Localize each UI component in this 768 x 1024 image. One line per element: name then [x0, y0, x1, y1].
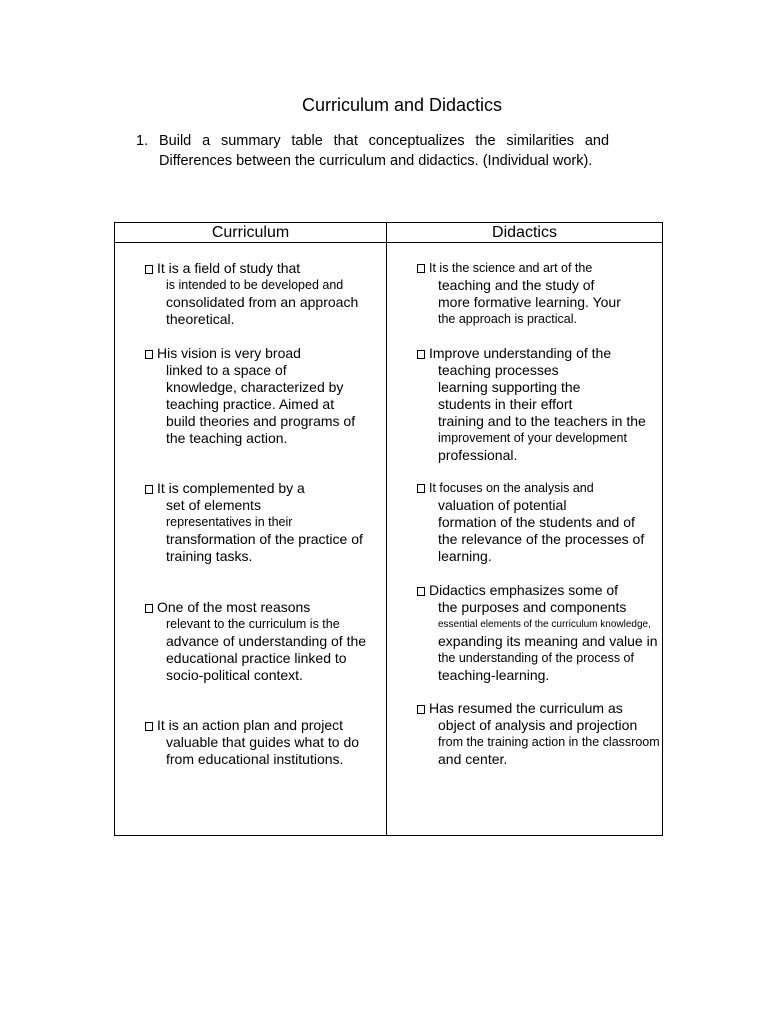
header-curriculum: Curriculum [211, 224, 290, 241]
curriculum-item-1: It is a field of study that is intended to be developed and consolidated from an approach theoretical. [145, 260, 358, 328]
curriculum-item-2: His vision is very broad linked to a space of knowledge, characterized by teaching practice. Aimed at build theories and programs of the teaching action. [145, 345, 355, 447]
bullet-icon [417, 350, 425, 359]
bullet-icon [145, 265, 153, 274]
bullet-icon [145, 350, 153, 359]
bullet-icon [417, 587, 425, 596]
question-line-1: Build a summary table that conceptualizes the similarities and [159, 133, 610, 149]
summary-table [114, 222, 663, 836]
bullet-icon [145, 604, 153, 613]
question-line-2: Differences between the curriculum and didactics. (Individual work). [159, 153, 593, 169]
document-title: Curriculum and Didactics [301, 95, 503, 115]
bullet-icon [145, 485, 153, 494]
bullet-icon [417, 705, 425, 714]
curriculum-item-3: It is complemented by a set of elements representatives in their transformation of the practice of training tasks. [145, 480, 363, 565]
question-text [159, 131, 609, 171]
header-divider [115, 242, 662, 243]
didactics-item-4: Didactics emphasizes some of the purposes and components essential elements of the curriculum knowledge, expanding its meaning and value in the understanding of the process of teaching-learning. [417, 582, 658, 684]
didactics-item-1: It is the science and art of the teaching and the study of more formative learning. Your the approach is practical. [417, 260, 621, 328]
didactics-item-3: It focuses on the analysis and valuation of potential formation of the students and of the relevance of the processes of learning. [417, 480, 644, 565]
bullet-icon [417, 264, 425, 273]
bullet-icon [145, 722, 153, 731]
question-number: 1. [136, 133, 149, 149]
didactics-item-2: Improve understanding of the teaching processes learning supporting the students in their effort training and to the teachers in the improvement of your development professional. [417, 345, 646, 464]
bullet-icon [417, 484, 425, 493]
curriculum-item-4: One of the most reasons relevant to the curriculum is the advance of understanding of the educational practice linked to socio-political context. [145, 599, 366, 684]
column-divider [386, 223, 387, 835]
curriculum-item-5: It is an action plan and project valuable that guides what to do from educational institutions. [145, 717, 359, 768]
header-didactics: Didactics [492, 224, 557, 241]
didactics-item-5: Has resumed the curriculum as object of analysis and projection from the training action in the classroom and center. [417, 700, 660, 768]
